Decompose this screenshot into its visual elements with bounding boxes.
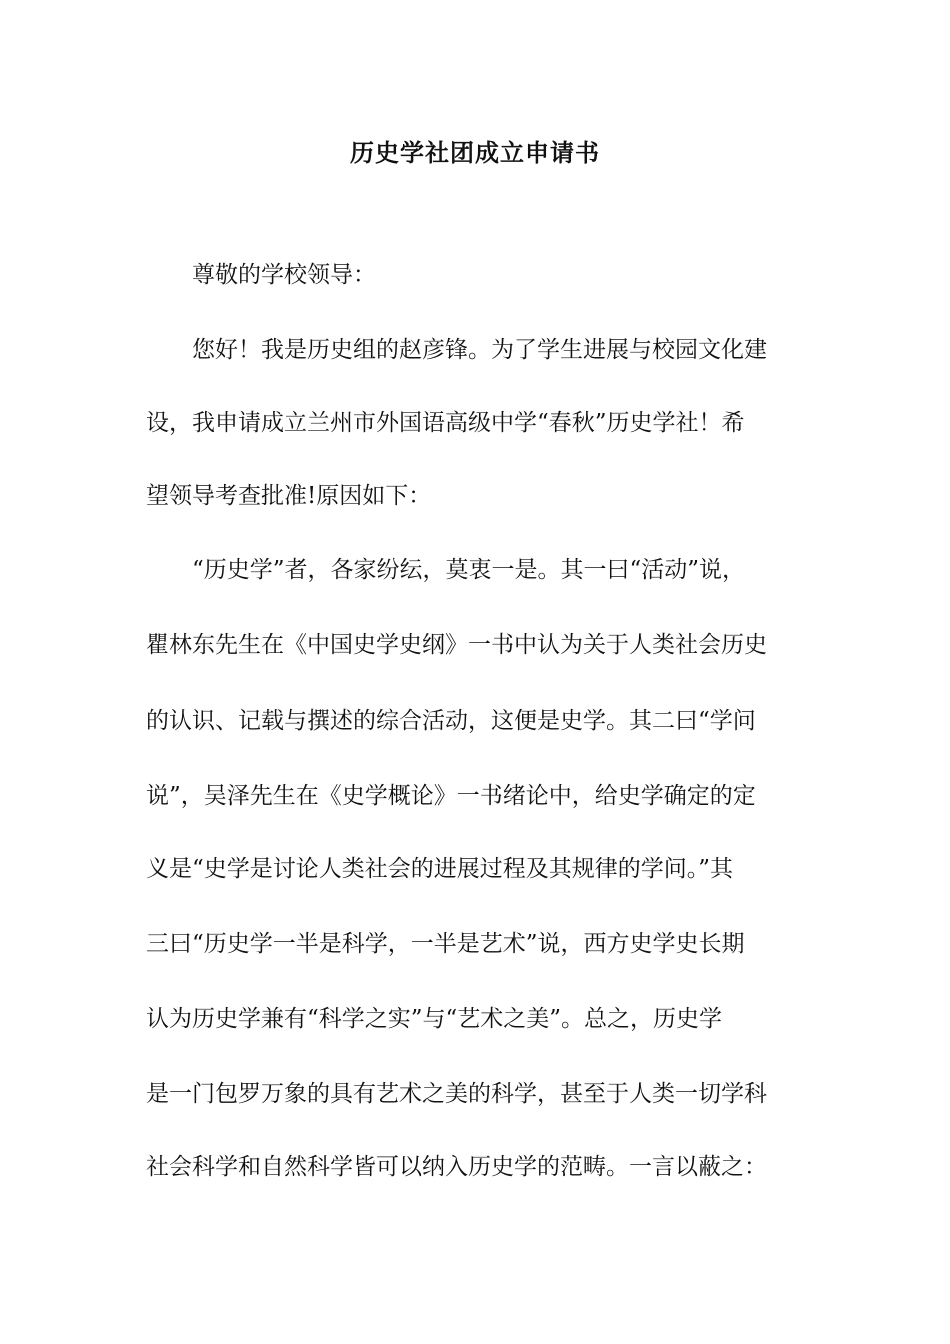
body-line: 望领导考查批准!原因如下：: [146, 483, 432, 509]
document-title: 历史学社团成立申请书: [350, 138, 600, 167]
body-line: 三曰“历史学一半是科学，一半是艺术”说，西方史学史长期: [146, 931, 745, 957]
body-line: 的认识、记载与撰述的综合活动，这便是史学。其二曰“学问: [146, 708, 756, 734]
body-line: 您好！我是历史组的赵彦锋。为了学生进展与校园文化建: [192, 337, 767, 363]
body-line: 义是“史学是讨论人类社会的进展过程及其规律的学问。”其: [146, 856, 734, 882]
body-line: 社会科学和自然科学皆可以纳入历史学的范畴。一言以蔽之：: [146, 1154, 767, 1180]
body-line: 瞿林东先生在《中国史学史纲》一书中认为关于人类社会历史: [146, 632, 767, 658]
body-line: 说”，吴泽先生在《史学概论》一书绪论中，给史学确定的定: [146, 783, 756, 809]
salutation-line: 尊敬的学校领导：: [192, 262, 376, 288]
body-line: 是一门包罗万象的具有艺术之美的科学，甚至于人类一切学科: [146, 1081, 767, 1107]
body-line: 认为历史学兼有“科学之实”与“艺术之美”。总之，历史学: [146, 1006, 723, 1032]
body-line: 设，我申请成立兰州市外国语高级中学“春秋”历史学社！希: [146, 410, 745, 436]
body-line: “历史学”者，各家纷纭，莫衷一是。其一曰“活动”说，: [192, 557, 746, 583]
